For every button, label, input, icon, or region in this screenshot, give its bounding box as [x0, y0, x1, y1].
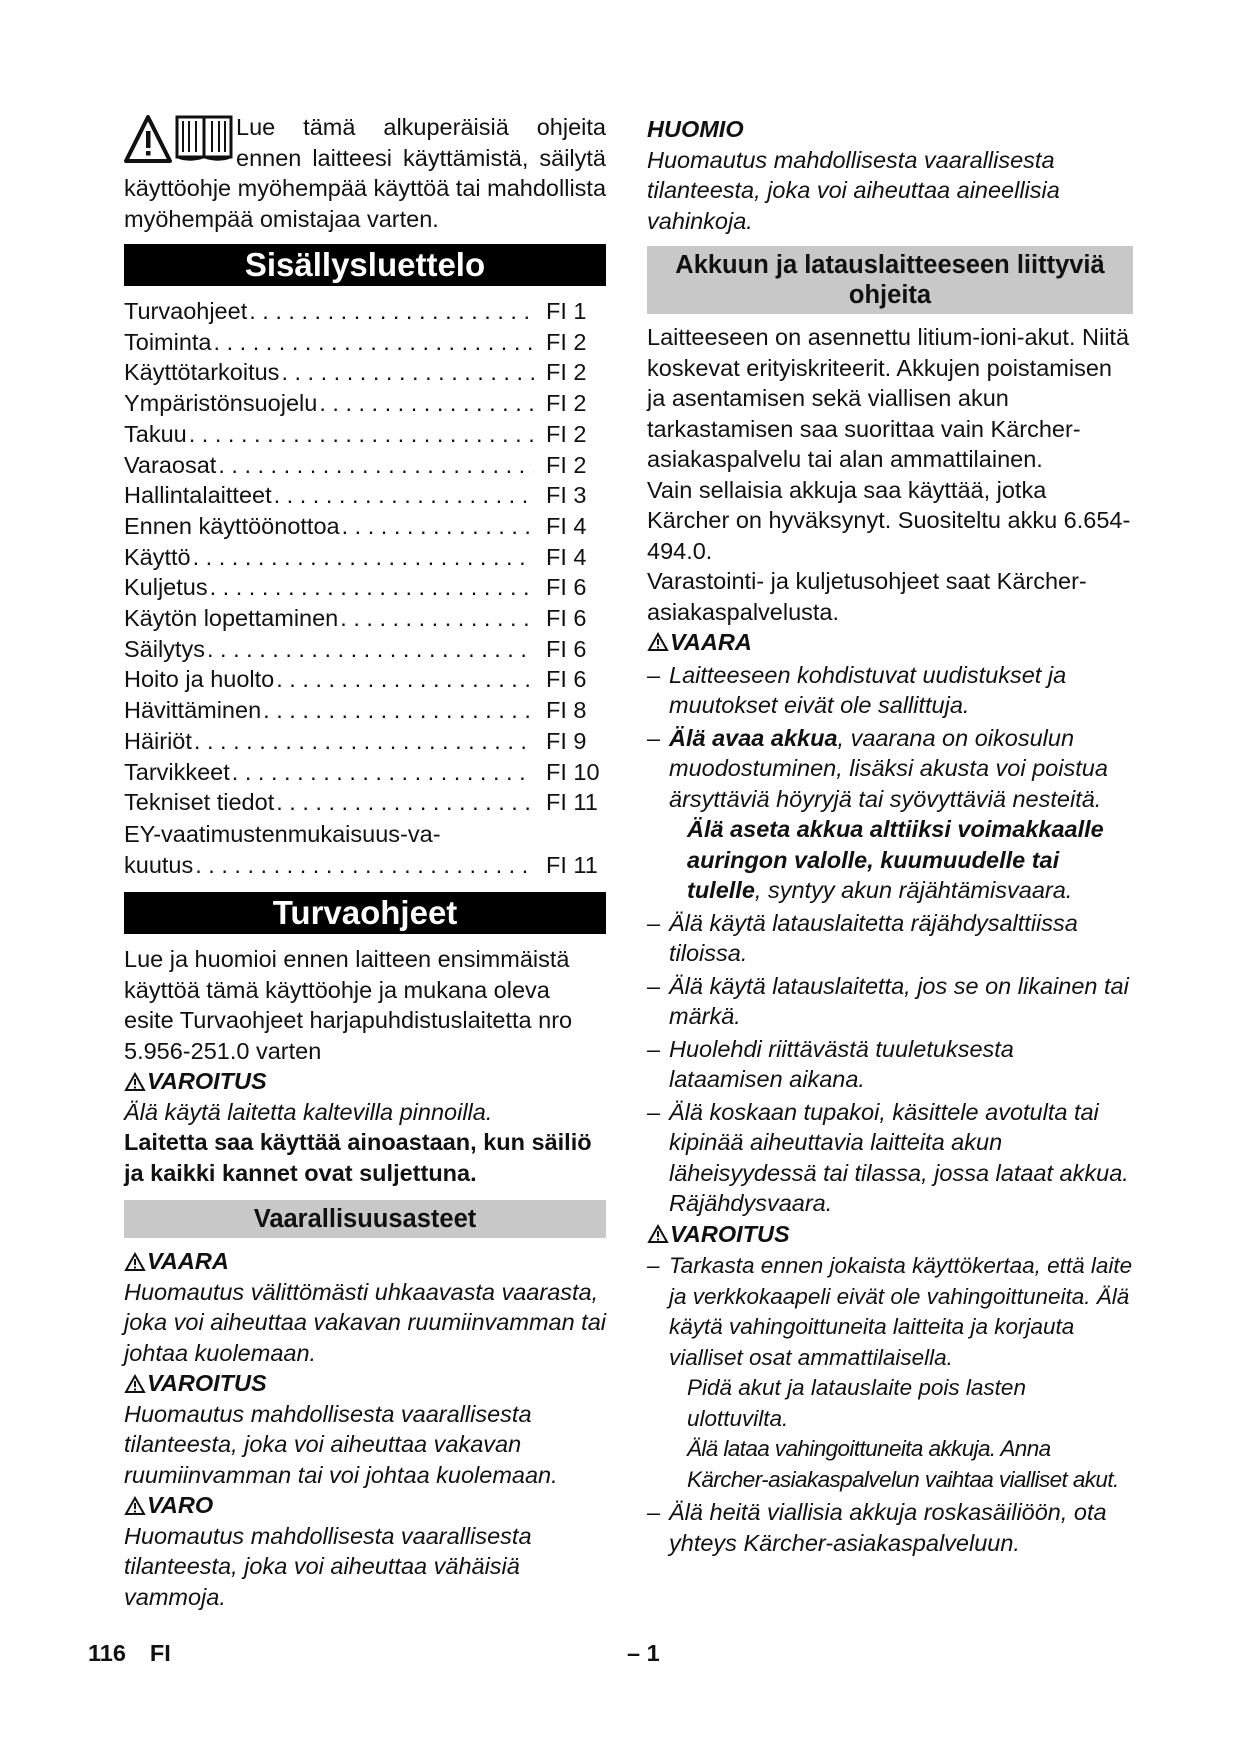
intro-icons [124, 116, 236, 172]
toc-leader [212, 327, 534, 358]
toc-item-page: FI 4 [546, 512, 587, 539]
toc-leader [272, 480, 534, 511]
intro-block [124, 112, 606, 234]
battery-danger-heading [647, 627, 1133, 658]
danger-item-4: Huolehdi riittävästä tuuletuksesta lataamisen aikana. [669, 1035, 1014, 1092]
toc-leader [230, 757, 534, 788]
warning-text: Huomautus mahdollisesta vaarallisesta tilanteesta, joka voi aiheuttaa vakavan ruumiinvamman tai voi johtaa kuolemaan. [124, 1400, 558, 1488]
safety-warning-label: VAROITUS [147, 1068, 267, 1095]
toc-leader [187, 419, 534, 450]
toc-item-page: FI 9 [546, 727, 587, 754]
toc-item-label: Käyttö [124, 543, 191, 570]
safety-intro: Lue ja huomioi ennen laitteen ensimmäistä käyttöä tämä käyttöohje ja mukana oleva esite Turvaohjeet harjapuhdistuslaitetta nro 5.956-251.0 varten [124, 946, 573, 1064]
toc-item [124, 695, 606, 726]
toc-item [124, 327, 606, 358]
toc-leader [261, 695, 534, 726]
toc-item [124, 726, 606, 757]
list-item: – Älä heitä viallisia akkuja roskasäiliöön, ota yhteys Kärcher-asiakaspalveluun. [647, 1497, 1133, 1558]
caution-label: VARO [147, 1492, 214, 1519]
list-item: – Älä käytä latauslaitetta räjähdysalttiissa tiloissa. [647, 908, 1133, 969]
hazard-levels-title: Vaarallisuusasteet [124, 1200, 606, 1238]
toc-item [124, 603, 606, 634]
battery-title: Akkuun ja latauslaitteeseen liittyviä ohjeita [647, 246, 1133, 314]
battery-warning-heading [647, 1219, 1133, 1250]
footer-left [88, 1640, 195, 1667]
caution-text: Huomautus mahdollisesta vaarallisesta tilanteesta, joka voi aiheuttaa vähäisiä vammoja. [124, 1522, 532, 1610]
toc-item-label: Turvaohjeet [124, 298, 248, 324]
toc-item [124, 634, 606, 665]
safety-warning-text: Älä käytä laitetta kaltevilla pinnoilla. [124, 1098, 493, 1125]
toc-item [124, 388, 606, 419]
toc-item-page: FI 11 [546, 789, 598, 816]
warning-label: VAROITUS [147, 1370, 267, 1397]
toc-item [124, 511, 606, 542]
toc-leader [338, 603, 534, 634]
toc-item-label: Toiminta [124, 328, 212, 355]
danger-item-1-bold: Älä avaa akkua [669, 724, 838, 751]
toc-item-page: FI 2 [546, 420, 587, 447]
list-item: – Älä avaa akkua, vaarana on oikosulun muodostuminen, lisäksi akusta voi poistua ärsyttäviä höyryjä tai syövyttäviä nesteitä. Älä aseta akkua alttiiksi voimakkaalle auringon valolle, kuumuudelle tai tulelle, syntyy akun räjähtämisvaara. [647, 724, 1108, 903]
toc-item-label: Varaosat [124, 451, 217, 478]
warning-item-1: Älä heitä viallisia akkuja roskasäiliöön, ota yhteys Kärcher-asiakaspalveluun. [669, 1499, 1107, 1556]
danger-item-5: Älä koskaan tupakoi, käsittele avotulta tai kipinää aiheuttavia laitteita akun läheisyydessä tai tilassa, jossa lataat akkua. Räjähdysvaara. [669, 1098, 1129, 1216]
toc-item-page: FI 2 [546, 359, 587, 386]
danger-item-1-text: , vaarana on oikosulun muodostuminen, lisäksi akusta voi poistua ärsyttäviä höyryjä tai syövyttäviä nesteitä. [669, 724, 1108, 812]
toc-item-label: Käytön lopettaminen [124, 605, 339, 632]
warning-item-0-p2: Pidä akut ja latauslaite pois lasten ulottuvilta. [687, 1375, 1026, 1431]
list-item: – Huolehdi riittävästä tuuletuksesta lataamisen aikana. [647, 1034, 1133, 1095]
manual-book-icon [174, 114, 234, 166]
toc-item-label: Häiriöt [124, 727, 192, 754]
list-item: – Tarkasta ennen jokaista käyttökertaa, että laite ja verkkokaapeli eivät ole vahingoittuneita. Älä käytä vahingoittuneita laitteita ja korjauta vialliset osat ammattilaisella. Pidä akut ja latauslaite pois lasten ulottuvilta. Älä lataa vahingoittuneita akkuja. Anna Kärcher-asiakaspalvelun vaihtaa vialliset akut. [647, 1251, 1133, 1495]
toc-item-label: Hävittäminen [124, 697, 262, 724]
toc-leader [317, 388, 534, 419]
toc-item-page: FI 3 [546, 482, 587, 509]
danger-item-1-extra-text: , syntyy akun räjähtämisvaara. [754, 877, 1073, 903]
caution-heading [124, 1490, 606, 1521]
notice-label: HUOMIO [647, 116, 744, 142]
warning-triangle-icon [647, 632, 669, 652]
warning-triangle-icon [124, 1496, 146, 1516]
warning-item-0: Tarkasta ennen jokaista käyttökertaa, että laite ja verkkokaapeli eivät ole vahingoittuneita. Älä käytä vahingoittuneita laitteita ja korjauta vialliset osat ammattilaisella. [669, 1253, 1133, 1370]
toc-item-page: FI 2 [546, 390, 587, 417]
danger-item-3: Älä käytä latauslaitetta, jos se on likainen tai märkä. [669, 972, 1129, 1029]
toc-leader [274, 787, 534, 818]
safety-bold-text: Laitetta saa käyttää ainoastaan, kun säiliö ja kaikki kannet ovat suljettuna. [124, 1129, 592, 1186]
right-column [647, 114, 1133, 1558]
toc-list [124, 296, 606, 818]
intro-text: Lue tämä alkuperäisiä ohjeita ennen laitteesi käyttämistä, säilytä käyttöohje myöhempää käyttöä tai mahdollista myöhempää omistajaa varten. [124, 114, 607, 232]
toc-item-label: Hallintalaitteet [124, 482, 272, 509]
language-code: FI [149, 1640, 171, 1666]
toc-item [124, 357, 606, 388]
danger-item-1-extra-bold: Älä aseta akkua alttiiksi voimakkaalle auringon valolle, kuumuudelle tai tulelle [687, 816, 1104, 903]
toc-item [124, 296, 606, 327]
section-page: – 1 [627, 1640, 660, 1666]
toc-item-label: Käyttötarkoitus [124, 359, 280, 386]
danger-label: VAARA [147, 1248, 229, 1275]
battery-paragraph-1: Laitteeseen on asennettu litium-ioni-akut. Niitä koskevat erityiskriteerit. Akkujen poistamisen ja asentamisen sekä viallisen akun tarkastamisen saa suorittaa vain Kärcher-asiakaspalvelu tai alan ammattilainen. [647, 324, 1130, 472]
toc-item-label: Ennen käyttöönottoa [124, 512, 340, 539]
toc-leader [208, 572, 534, 603]
battery-danger-label: VAARA [670, 629, 752, 655]
battery-paragraph-3: Varastointi- ja kuljetusohjeet saat Kärcher-asiakaspalvelusta. [647, 568, 1087, 625]
toc-item-label: Tekniset tiedot [124, 789, 275, 816]
warning-triangle-icon [647, 1224, 669, 1244]
toc-item-label: Tarvikkeet [124, 758, 230, 785]
toc-item-page: FI 4 [546, 543, 587, 570]
toc-item-page: FI 6 [546, 666, 587, 693]
toc-leader [340, 511, 534, 542]
toc-item-label: Säilytys [124, 635, 205, 662]
toc-item-page: FI 8 [546, 697, 587, 724]
toc-last-page: FI 11 [546, 851, 598, 878]
toc-item [124, 757, 606, 788]
battery-paragraph-2: Vain sellaisia akkuja saa käyttää, jotka Kärcher on hyväksynyt. Suositeltu akku 6.654-494.0. [647, 476, 1131, 564]
toc-item-page: FI 1 [546, 298, 587, 324]
toc-title: Sisällysluettelo [124, 244, 606, 286]
toc-last-line1: EY-vaatimustenmukaisuus-va- [124, 820, 441, 847]
toc-item [124, 787, 606, 818]
list-item: – Älä koskaan tupakoi, käsittele avotulta tai kipinää aiheuttavia laitteita akun läheisyydessä tai tilassa, jossa lataat akkua. Räjähdysvaara. [647, 1097, 1133, 1219]
toc-item [124, 419, 606, 450]
toc-item-page: FI 6 [546, 574, 587, 601]
notice-text: Huomautus mahdollisesta vaarallisesta tilanteesta, joka voi aiheuttaa aineellisia vahinkoja. [647, 146, 1060, 234]
safety-title: Turvaohjeet [124, 892, 606, 934]
toc-leader [191, 542, 534, 573]
toc-item-label: Hoito ja huolto [124, 666, 275, 693]
toc-item-page: FI 6 [546, 635, 587, 662]
toc-item-label: Kuljetus [124, 574, 208, 601]
warning-item-0-p3: Älä lataa vahingoittuneita akkuja. Anna Kärcher-asiakaspalvelun vaihtaa vialliset akut. [687, 1436, 1119, 1492]
warning-triangle-icon [124, 1374, 146, 1394]
toc-leader [205, 634, 534, 665]
safety-warning-heading [124, 1066, 606, 1097]
list-item: – Älä käytä latauslaitetta, jos se on likainen tai märkä. [647, 971, 1133, 1032]
left-column [124, 112, 606, 1612]
warning-triangle-icon [124, 1072, 146, 1092]
toc-item [124, 664, 606, 695]
toc-item [124, 572, 606, 603]
toc-leader [216, 450, 534, 481]
danger-item-2: Älä käytä latauslaitetta räjähdysalttiissa tiloissa. [669, 909, 1078, 966]
toc-item [124, 542, 606, 573]
toc-item-page: FI 10 [546, 758, 600, 785]
toc-item-last [124, 818, 606, 880]
warning-triangle-icon [124, 1252, 146, 1272]
toc-item-label: Takuu [124, 420, 187, 447]
toc-item-page: FI 2 [546, 451, 587, 478]
danger-text: Huomautus välittömästi uhkaavasta vaarasta, joka voi aiheuttaa vakavan ruumiinvamman tai johtaa kuolemaan. [124, 1278, 607, 1366]
toc-item-label: Ympäristönsuojelu [124, 390, 318, 417]
danger-heading [124, 1246, 606, 1277]
toc-leader [274, 664, 534, 695]
toc-leader [192, 726, 534, 757]
toc-last-line2: kuutus [124, 851, 194, 878]
toc-item-page: FI 6 [546, 605, 587, 632]
notice-heading [647, 114, 1133, 145]
warning-heading [124, 1368, 606, 1399]
page-number: 116 [88, 1640, 126, 1666]
toc-leader [279, 357, 534, 388]
toc-item [124, 450, 606, 481]
toc-leader [247, 296, 534, 327]
toc-leader [193, 850, 534, 881]
toc-item-page: FI 2 [546, 328, 587, 355]
toc-item [124, 480, 606, 511]
battery-warning-label: VAROITUS [670, 1220, 790, 1247]
danger-item-0: Laitteeseen kohdistuvat uudistukset ja muutokset eivät ole sallittuja. [669, 661, 1067, 718]
list-item: – Laitteeseen kohdistuvat uudistukset ja muutokset eivät ole sallittuja. [647, 660, 1133, 721]
